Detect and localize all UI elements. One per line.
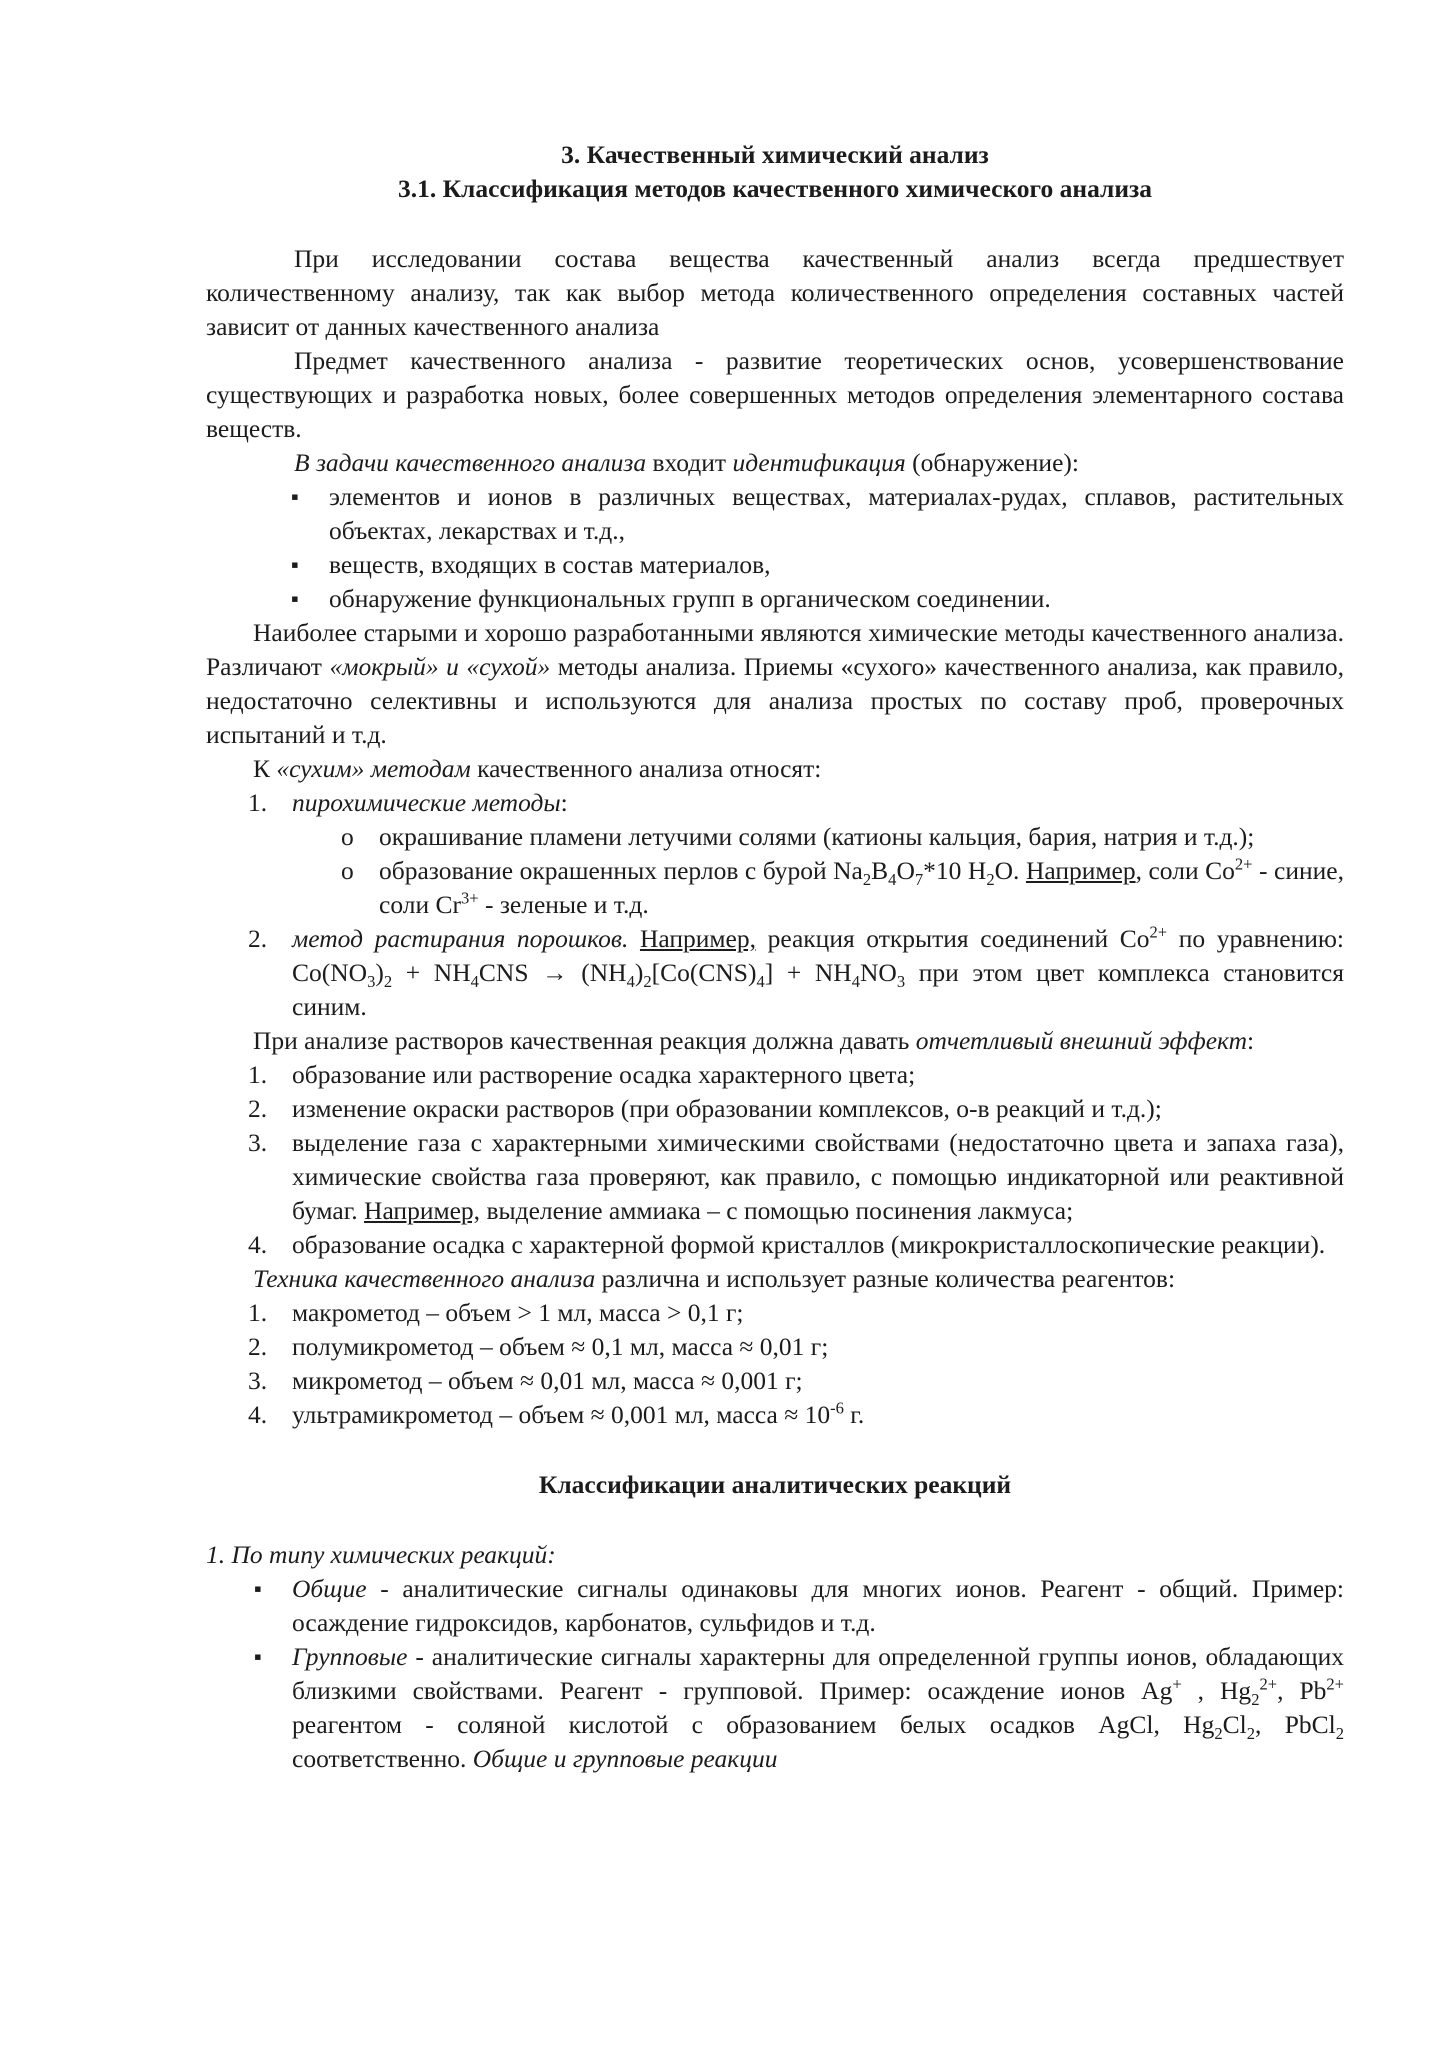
- ultra-text-a: ультрамикрометод – объем ≈ 0,001 мл, масса ≈ 10: [292, 1400, 831, 1429]
- page-title: 3. Качественный химический анализ: [561, 140, 989, 169]
- dry-italic: «сухим» методам: [276, 754, 471, 783]
- dry-text-b: качественного анализа относят:: [470, 754, 822, 783]
- paragraph-subject: Предмет качественного анализа - развитие теоретических основ, усовершенствование существующих и разработка новых, более совершенных методов определения элементарного состава веществ.: [206, 346, 1344, 443]
- list-item: 2. полумикрометод – объем ≈ 0,1 мл, масса ≈ 0,01 г;: [292, 1330, 1344, 1364]
- ultra-sup: -6: [830, 1398, 844, 1418]
- dry-text-a: К: [253, 754, 277, 783]
- list-item: ▪ обнаружение функциональных групп в органическом соединении.: [329, 582, 1344, 616]
- methods-text-b: методы анализа. Приемы «сухого» качественного анализа, как правило, недостаточно селективны и используются для анализа простых по составу проб, проверочных испытаний и т.д.: [206, 652, 1344, 749]
- dry2-text-b: по уравнению:: [1167, 924, 1344, 953]
- list-item: 4. образование осадка с характерной формой кристаллов (микрокристаллоскопические реакции).: [292, 1228, 1344, 1262]
- effect-text-a: При анализе растворов качественная реакция должна давать: [253, 1026, 916, 1055]
- effect-italic: отчетливый внешний эффект: [915, 1026, 1248, 1055]
- paragraph-methods: [206, 616, 1344, 752]
- perl-text: образование окрашенных перлов с бурой Na: [379, 856, 863, 885]
- list-item: ▪ элементов и ионов в различных веществах, материалах-рудах, сплавов, растительных объектах, лекарствах и т.д.,: [329, 480, 1344, 548]
- tasks-italic-2: идентификация: [732, 448, 906, 477]
- dry2-text-c: при этом цвет комплекса становится синим.: [292, 958, 1344, 1021]
- dry-methods-list: [206, 786, 1344, 1024]
- paragraph-effect: [206, 1024, 1344, 1058]
- list-item: [292, 786, 1344, 922]
- list-item: [292, 1572, 1344, 1640]
- group-text-b: реагентом - соляной кислотой с образованием белых осадков AgCl, Hg: [292, 1710, 1215, 1739]
- tasks-mid: входит: [646, 448, 733, 477]
- paragraph-technique: [206, 1262, 1344, 1296]
- group-text-c: соответственно.: [292, 1744, 473, 1773]
- list-item: [292, 1398, 1344, 1432]
- group-italic-2: Общие и групповые реакции: [472, 1744, 778, 1773]
- effect-text-b: :: [1247, 1026, 1255, 1055]
- methods-text-a: Наиболее старыми и хорошо разработанными являются химические методы качественного анализа. Различают: [206, 618, 1344, 681]
- technique-text: различна и использует разные количества реагентов:: [595, 1264, 1176, 1293]
- page-subtitle: 3.1. Классификация методов качественного химического анализа: [397, 174, 1153, 203]
- reaction-types-list: [206, 1572, 1344, 1776]
- paragraph-intro: При исследовании состава вещества качественный анализ всегда предшествует количественному анализу, так как выбор метода количественного определения составных частей зависит от данных качественного анализа: [206, 244, 1344, 341]
- example-underline: Например,: [639, 924, 756, 953]
- perl-co: , соли Co: [1135, 856, 1235, 885]
- perl-cr: - синие, соли Cr: [379, 856, 1344, 919]
- list-item: o образование окрашенных перлов с бурой $Na_2B_4O_7*10$ $H_2O$. Например, соли $Co^{2+}$ - синие, соли $Cr^{3+}$ - зеленые и т.д.: [379, 854, 1344, 922]
- gas-text-a: выделение газа с характерными химическими свойствами (недостаточно цвета и запаха газа), химические свойства газа проверяют, как правило, с помощью индикаторной или реактивной бумаг.: [292, 1128, 1344, 1225]
- section-heading: Классификации аналитических реакций: [538, 1470, 1012, 1499]
- group-text-a: - аналитические сигналы характерны для определенной группы ионов, обладающих близкими свойствами. Реагент - групповой. Пример: осаждение ионов Ag: [292, 1642, 1344, 1705]
- methods-italic: «мокрый» и «сухой»: [329, 652, 551, 681]
- list-item: ▪ Групповые - аналитические сигналы характерны для определенной группы ионов, обладающих близкими свойствами. Реагент - групповой. Пример: осаждение ионов Ag+ , $Hg_2^{2+}$, $Pb^{2+}$ реагентом - соляной кислотой с образованием белых осадков AgCl, $Hg_2Cl_2$, PbCl$_2$ соответственно. Общие и групповые реакции: [292, 1640, 1344, 1776]
- group-italic: Групповые: [292, 1642, 408, 1671]
- classification-heading: [206, 1538, 1344, 1572]
- effects-list: [206, 1058, 1344, 1262]
- list-item: 2. метод растирания порошков. Например, реакция открытия соединений $Co^{2+}$ по уравнению: $Co(NO_3)_2 + NH_4CNS \to (NH_4)_2[Co(CNS)_4] + NH_4NO_3$ при этом цвет комплекса становится синим.: [292, 922, 1344, 1024]
- dry1-label: пирохимические методы: [292, 788, 561, 817]
- tasks-italic: В задачи качественного анализа: [294, 448, 647, 477]
- technique-italic: Техника качественного анализа: [253, 1264, 596, 1293]
- tasks-end: (обнаружение):: [905, 448, 1079, 477]
- dry2-label: метод растирания порошков.: [292, 924, 629, 953]
- dry1-colon: :: [560, 788, 568, 817]
- list-item: 3. микрометод – объем ≈ 0,01 мл, масса ≈ 0,001 г;: [292, 1364, 1344, 1398]
- general-italic: Общие: [292, 1574, 367, 1603]
- technique-list: [206, 1296, 1344, 1432]
- classification-italic: 1. По типу химических реакций:: [206, 1540, 556, 1569]
- gas-text-b: выделение аммиака – с помощью посинения лакмуса;: [480, 1196, 1074, 1225]
- list-item: [292, 1126, 1344, 1228]
- general-text: - аналитические сигналы одинаковы для многих ионов. Реагент - общий. Пример: осаждение гидроксидов, карбонатов, сульфидов и т.д.: [292, 1574, 1344, 1637]
- pyro-list: [292, 820, 1344, 922]
- list-item: 1. макрометод – объем > 1 мл, масса > 0,1 г;: [292, 1296, 1344, 1330]
- list-item: ▪ веществ, входящих в состав материалов,: [329, 548, 1344, 582]
- document-page: [206, 138, 1344, 1776]
- paragraph-dry-methods: [206, 752, 1344, 786]
- perl-end: - зеленые и т.д.: [478, 890, 649, 919]
- tasks-list: [206, 480, 1344, 616]
- example-underline: Например: [1025, 856, 1136, 885]
- example-underline: Например,: [364, 1196, 481, 1225]
- paragraph-tasks: [206, 446, 1344, 480]
- list-item: 2. изменение окраски растворов (при образовании комплексов, о-в реакций и т.д.);: [292, 1092, 1344, 1126]
- dry2-text-a: реакция открытия соединений Co: [755, 924, 1150, 953]
- ultra-text-b: г.: [843, 1400, 865, 1429]
- list-item: 1. образование или растворение осадка характерного цвета;: [292, 1058, 1344, 1092]
- list-item: o окрашивание пламени летучими солями (катионы кальция, бария, натрия и т.д.);: [379, 820, 1344, 854]
- reaction-equation: $Co(NO_3)_2 + NH_4CNS \to (NH_4)_2[Co(CNS)_4] + NH_4NO_3$: [292, 958, 906, 992]
